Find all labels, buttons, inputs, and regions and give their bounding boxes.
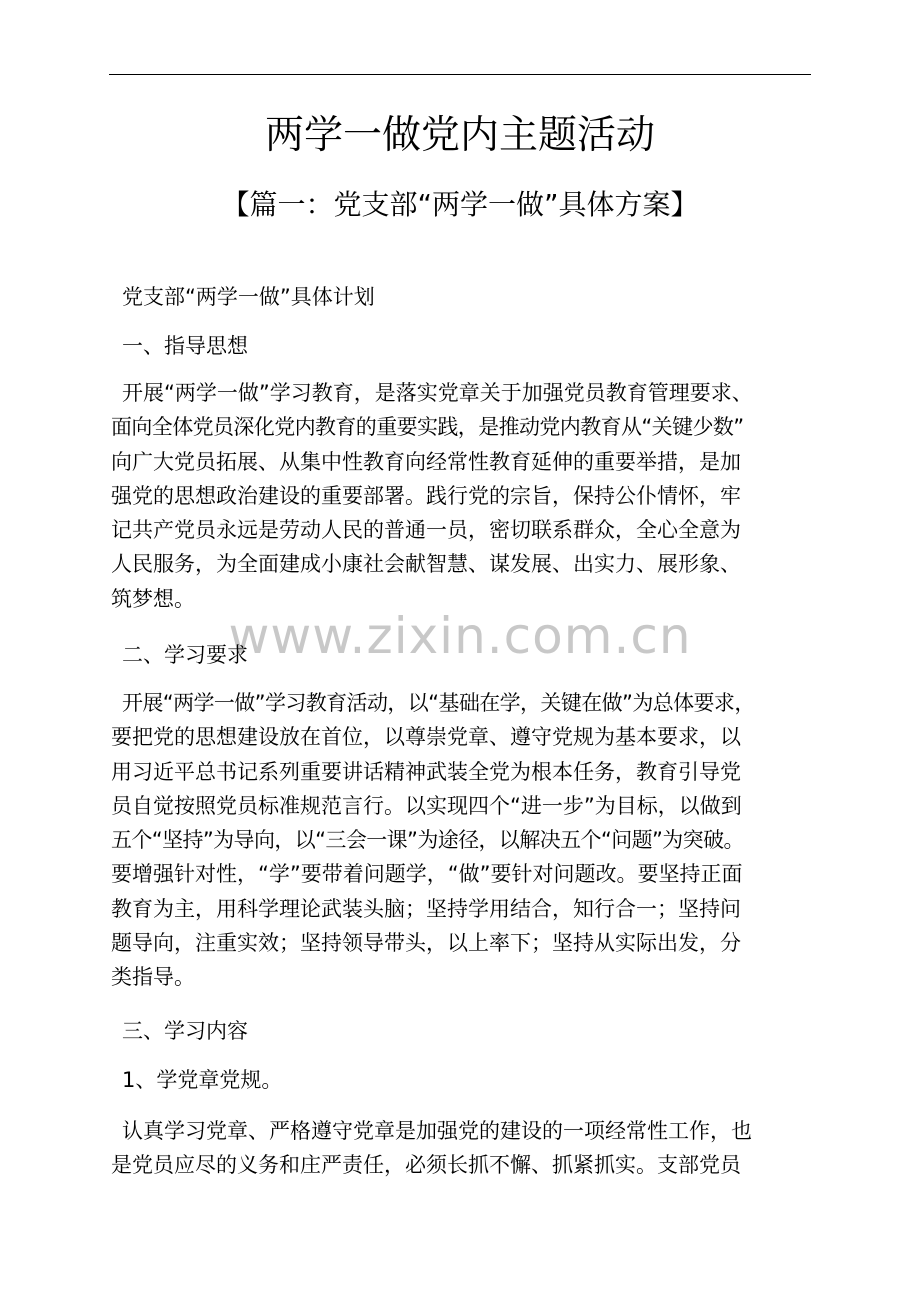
paragraph-line: 强党的思想政治建设的重要部署。践行党的宗旨，保持公仆情怀，牢 xyxy=(111,483,741,508)
paragraph-line: 要把党的思想建设放在首位，以尊崇党章、遵守党规为基本要求，以 xyxy=(111,725,741,750)
paragraph-line: 向广大党员拓展、从集中性教育向经常性教育延伸的重要举措，是加 xyxy=(111,449,741,474)
section-3-item-1: 1、学党章党规。 xyxy=(122,1068,283,1092)
paragraph-line: 人民服务，为全面建成小康社会献智慧、谋发展、出实力、展形象、 xyxy=(111,552,741,577)
section-2-paragraph xyxy=(111,686,815,995)
paragraph-line: 开展“两学一做”学习教育活动，以“基础在学，关键在做”为总体要求， xyxy=(122,691,755,715)
section-3-paragraph xyxy=(111,1114,815,1183)
paragraph-line: 员自觉按照党员标准规范言行。以实现四个“进一步”为目标，以做到 xyxy=(111,793,742,818)
section-1-paragraph xyxy=(111,376,815,616)
paragraph-line: 类指导。 xyxy=(111,965,195,990)
paragraph-line: 要增强针对性，“学”要带着问题学，“做”要针对问题改。要坚持正面 xyxy=(111,862,743,887)
watermark: www.zixin.com.cn xyxy=(228,607,692,665)
plan-title: 党支部“两学一做”具体计划 xyxy=(122,285,375,309)
header-rule xyxy=(109,74,811,75)
document-subtitle: 【篇一：党支部“两学一做”具体方案】 xyxy=(221,188,699,221)
paragraph-line: 是党员应尽的义务和庄严责任，必须长抓不懈、抓紧抓实。支部党员 xyxy=(111,1153,741,1178)
paragraph-line: 认真学习党章、严格遵守党章是加强党的建设的一项经常性工作，也 xyxy=(122,1119,752,1143)
paragraph-line: 开展“两学一做”学习教育，是落实党章关于加强党员教育管理要求、 xyxy=(122,381,753,405)
paragraph-line: 记共产党员永远是劳动人民的普通一员，密切联系群众，全心全意为 xyxy=(111,518,741,543)
section-3-heading: 三、学习内容 xyxy=(122,1019,248,1043)
paragraph-line: 面向全体党员深化党内教育的重要实践，是推动党内教育从“关键少数” xyxy=(111,415,744,440)
section-2-heading: 二、学习要求 xyxy=(122,643,248,667)
paragraph-line: 教育为主，用科学理论武装头脑；坚持学用结合，知行合一；坚持问 xyxy=(111,896,741,921)
document-title: 两学一做党内主题活动 xyxy=(264,113,655,158)
paragraph-line: 用习近平总书记系列重要讲话精神武装全党为根本任务，教育引导党 xyxy=(111,759,741,784)
section-1-heading: 一、指导思想 xyxy=(122,334,248,358)
paragraph-line: 五个“坚持”为导向，以“三会一课”为途径，以解决五个“问题”为突破。 xyxy=(111,828,744,853)
paragraph-line: 筑梦想。 xyxy=(111,586,195,611)
paragraph-line: 题导向，注重实效；坚持领导带头，以上率下；坚持从实际出发，分 xyxy=(111,931,741,956)
